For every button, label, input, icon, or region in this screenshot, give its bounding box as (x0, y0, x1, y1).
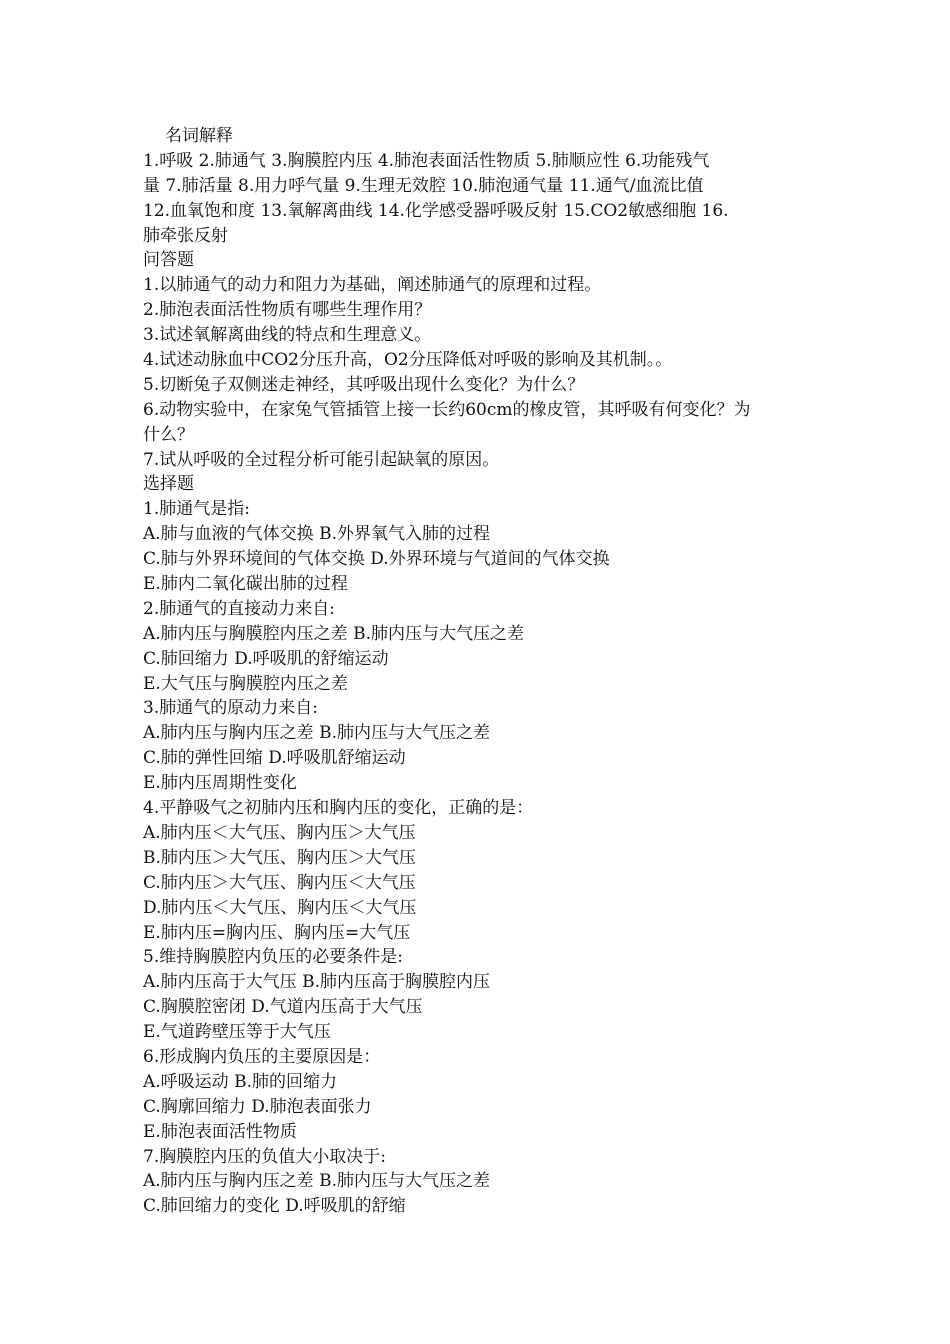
choice-question-line: 7.胸膜腔内压的负值大小取决于: (143, 1146, 386, 1167)
choice-option-line: B.肺内压＞大气压、胸内压＞大气压 (143, 847, 416, 868)
choice-option-line: A.肺内压与胸内压之差 B.肺内压与大气压之差 (143, 1171, 490, 1192)
question-line: 4.试述动脉血中CO2分压升高，O2分压降低对呼吸的影响及其机制。。 (143, 350, 673, 371)
terms-line: 量 7.肺活量 8.用力呼气量 9.生理无效腔 10.肺泡通气量 11.通气/血流比值 (143, 175, 704, 196)
choice-question-line: 1.肺通气是指: (143, 499, 250, 520)
terms-line: 1.呼吸 2.肺通气 3.胸膜腔内压 4.肺泡表面活性物质 5.肺顺应性 6.功能残气 (143, 150, 710, 171)
choice-option-line: C.肺回缩力的变化 D.呼吸肌的舒缩 (143, 1196, 406, 1217)
choice-option-line: A.肺内压高于大气压 B.肺内压高于胸膜腔内压 (143, 972, 490, 993)
question-line: 6.动物实验中，在家兔气管插管上接一长约60cm的橡皮管，其呼吸有何变化？为 (143, 399, 751, 420)
choice-option-line: E.肺内压=胸内压、胸内压=大气压 (143, 922, 411, 943)
choice-question-line: 5.维持胸膜腔内负压的必要条件是: (143, 947, 403, 968)
choice-question-line: 3.肺通气的原动力来自: (143, 698, 318, 719)
section-heading-terms: 名词解释 (165, 126, 233, 146)
choice-option-line: C.肺与外界环境间的气体交换 D.外界环境与气道间的气体交换 (143, 549, 610, 570)
choice-question-line: 4.平静吸气之初肺内压和胸内压的变化，正确的是： (143, 798, 534, 819)
choice-option-line: E.肺内压周期性变化 (143, 773, 297, 794)
choice-option-line: C.肺回缩力 D.呼吸肌的舒缩运动 (143, 648, 389, 669)
document-body (143, 124, 813, 1219)
terms-line: 12.血氧饱和度 13.氧解离曲线 14.化学感受器呼吸反射 15.CO2敏感细胞 16. (143, 200, 729, 221)
question-line: 1.以肺通气的动力和阻力为基础，阐述肺通气的原理和过程。 (143, 275, 602, 296)
choice-option-line: C.胸廓回缩力 D.肺泡表面张力 (143, 1096, 372, 1117)
choice-option-line: A.肺内压与胸内压之差 B.肺内压与大气压之差 (143, 723, 490, 744)
section-heading-choices: 选择题 (143, 474, 194, 495)
choice-question-line: 6.形成胸内负压的主要原因是： (143, 1046, 381, 1067)
terms-line: 肺牵张反射 (143, 225, 228, 246)
choice-option-line: D.肺内压＜大气压、胸内压＜大气压 (143, 897, 417, 918)
section-heading-questions: 问答题 (143, 250, 194, 271)
question-line: 5.切断兔子双侧迷走神经，其呼吸出现什么变化？为什么？ (143, 374, 585, 395)
choice-option-line: A.肺内压与胸膜腔内压之差 B.肺内压与大气压之差 (143, 623, 524, 644)
choice-option-line: A.肺内压＜大气压、胸内压＞大气压 (143, 822, 416, 843)
choice-question-line: 2.肺通气的直接动力来自: (143, 598, 335, 619)
choice-option-line: A.呼吸运动 B.肺的回缩力 (143, 1071, 337, 1092)
choice-option-line: E.肺内二氧化碳出肺的过程 (143, 574, 348, 595)
choice-option-line: E.大气压与胸膜腔内压之差 (143, 673, 348, 694)
choice-option-line: A.肺与血液的气体交换 B.外界氧气入肺的过程 (143, 524, 490, 545)
choice-option-line: C.肺的弹性回缩 D.呼吸肌舒缩运动 (143, 748, 406, 769)
question-line: 什么？ (143, 424, 194, 445)
choice-option-line: E.肺泡表面活性物质 (143, 1121, 297, 1142)
choice-option-line: E.气道跨壁压等于大气压 (143, 1022, 331, 1043)
question-line: 3.试述氧解离曲线的特点和生理意义。 (143, 325, 432, 346)
choice-option-line: C.肺内压＞大气压、胸内压＜大气压 (143, 872, 416, 893)
question-line: 2.肺泡表面活性物质有哪些生理作用？ (143, 300, 432, 321)
question-line: 7.试从呼吸的全过程分析可能引起缺氧的原因。 (143, 449, 500, 470)
choice-option-line: C.胸膜腔密闭 D.气道内压高于大气压 (143, 997, 423, 1018)
